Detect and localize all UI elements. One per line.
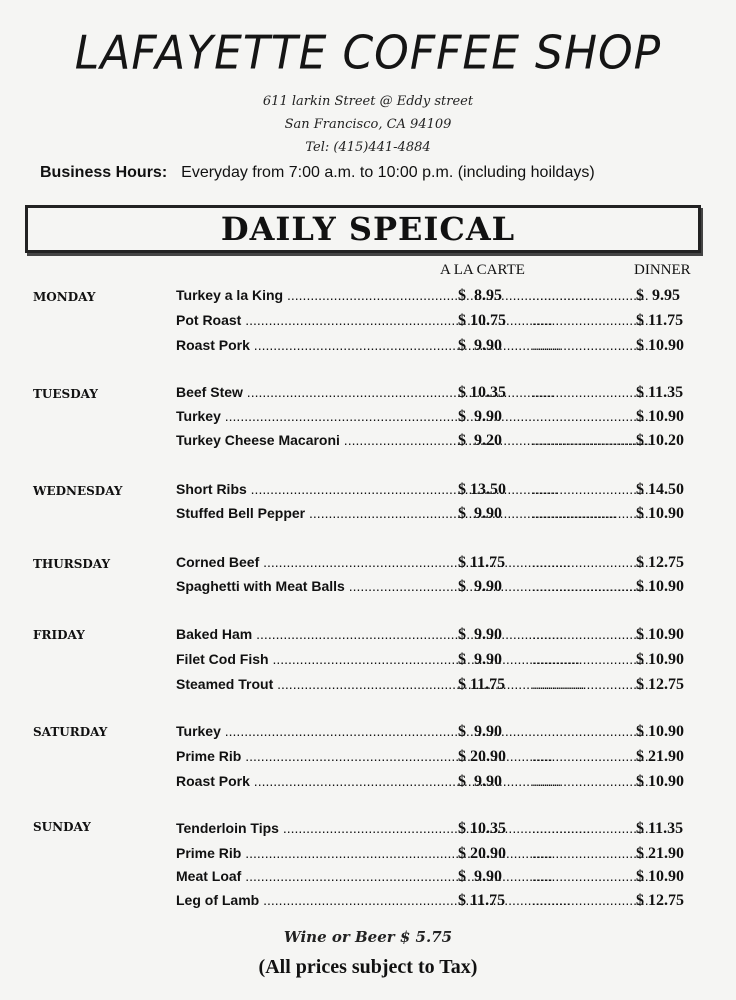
dish-name: Beef Stew .....: [176, 384, 446, 400]
alacarte-price: $ 11.75: [458, 892, 506, 909]
menu-row: [176, 748, 706, 768]
dish-name: Tenderloin Tips .....: [176, 820, 446, 836]
menu-row: [176, 337, 706, 357]
alacarte-price: $ 20.90: [458, 748, 506, 765]
menu-row: [176, 845, 706, 865]
address-line-2: San Francisco, CA 94109: [284, 117, 452, 132]
alacarte-price: $ 8.95: [458, 287, 502, 304]
shop-title: LAFAYETTE COFFEE SHOP: [74, 26, 662, 81]
dinner-price: $ 12.75: [636, 554, 684, 571]
dinner-price: $ 11.35: [636, 820, 684, 837]
day-sunday: SUNDAY: [33, 820, 91, 834]
alacarte-price: $ 10.35: [458, 820, 506, 837]
dinner-price: $ 10.90: [636, 505, 684, 522]
phone-line: Tel: (415)441-4884: [305, 140, 431, 155]
business-hours: [40, 164, 700, 182]
dinner-price: $ 21.90: [636, 748, 684, 765]
dinner-price: $ 9.95: [636, 287, 680, 304]
dish-name: Turkey .....: [176, 723, 446, 739]
dish-name: Baked Ham .....: [176, 626, 446, 642]
dinner-price: $ 10.90: [636, 626, 684, 643]
dinner-price: $ 12.75: [636, 676, 684, 693]
dinner-price: $ 14.50: [636, 481, 684, 498]
dish-name: Leg of Lamb .....: [176, 892, 446, 908]
dish-name: Pot Roast .....: [176, 312, 446, 328]
alacarte-price: $ 20.90: [458, 845, 506, 862]
menu-row: [176, 868, 706, 888]
menu-row: [176, 626, 706, 646]
alacarte-price: $ 13.50: [458, 481, 506, 498]
alacarte-price: $ 9.90: [458, 868, 502, 885]
dinner-price: $ 10.90: [636, 651, 684, 668]
price-leader: ..............................: [532, 505, 649, 521]
price-leader: ..............................: [532, 626, 649, 642]
price-leader: ..............................: [532, 892, 649, 908]
price-leader: ..............................: [532, 748, 649, 764]
price-leader: ..............................: [532, 773, 649, 789]
menu-row: [176, 408, 706, 428]
alacarte-price: $ 9.20: [458, 432, 502, 449]
menu-row: [176, 287, 706, 307]
price-leader: ..............................: [532, 554, 649, 570]
menu-row: [176, 432, 706, 452]
dinner-price: $ 10.90: [636, 408, 684, 425]
alacarte-price: $ 9.90: [458, 651, 502, 668]
price-leader: ..............................: [532, 651, 649, 667]
menu-row: [176, 892, 706, 912]
dish-name: Prime Rib .....: [176, 748, 446, 764]
dinner-price: $ 11.35: [636, 384, 684, 401]
alacarte-price: $ 9.90: [458, 505, 502, 522]
dinner-price: $ 10.90: [636, 773, 684, 790]
price-leader: ..............................: [532, 408, 649, 424]
hours-text: Everyday from 7:00 a.m. to 10:00 p.m. (including hoildays): [181, 164, 595, 181]
dinner-price: $ 10.90: [636, 723, 684, 740]
menu-row: [176, 384, 706, 404]
price-leader: ..............................: [532, 676, 649, 692]
alacarte-price: $ 9.90: [458, 408, 502, 425]
dish-name: Roast Pork .....: [176, 773, 446, 789]
dish-name: Steamed Trout .....: [176, 676, 446, 692]
dish-name: Roast Pork .....: [176, 337, 446, 353]
dish-name: Corned Beef .....: [176, 554, 446, 570]
price-leader: ..............................: [532, 481, 649, 497]
dish-name: Turkey Cheese Macaroni .....: [176, 432, 446, 448]
col-header-dinner: DINNER: [634, 262, 691, 278]
menu-row: [176, 312, 706, 332]
dinner-price: $ 10.20: [636, 432, 684, 449]
price-leader: ..............................: [532, 312, 649, 328]
dish-name: Spaghetti with Meat Balls .....: [176, 578, 446, 594]
price-leader: ..............................: [532, 868, 649, 884]
dish-name: Prime Rib .....: [176, 845, 446, 861]
price-leader: ..............................: [532, 820, 649, 836]
alacarte-price: $ 9.90: [458, 578, 502, 595]
alacarte-price: $ 11.75: [458, 554, 506, 571]
tax-note: (All prices subject to Tax): [258, 956, 478, 978]
menu-row: [176, 578, 706, 598]
dish-name: Turkey a la King .....: [176, 287, 446, 303]
day-tuesday: TUESDAY: [33, 387, 98, 401]
dinner-price: $ 10.90: [636, 868, 684, 885]
price-leader: ..............................: [532, 578, 649, 594]
dinner-price: $ 12.75: [636, 892, 684, 909]
alacarte-price: $ 10.75: [458, 312, 506, 329]
price-leader: ..............................: [532, 337, 649, 353]
dish-name: Short Ribs .....: [176, 481, 446, 497]
menu-row: [176, 505, 706, 525]
dish-name: Meat Loaf .....: [176, 868, 446, 884]
menu-row: [176, 651, 706, 671]
menu-row: [176, 481, 706, 501]
day-thursday: THURSDAY: [33, 557, 111, 571]
day-saturday: SATURDAY: [33, 725, 108, 739]
alacarte-price: $ 9.90: [458, 723, 502, 740]
daily-special-banner: DAILY SPEICAL: [220, 210, 516, 248]
dinner-price: $ 10.90: [636, 337, 684, 354]
menu-row: [176, 723, 706, 743]
price-leader: ..............................: [532, 845, 649, 861]
dinner-price: $ 21.90: [636, 845, 684, 862]
alacarte-price: $ 10.35: [458, 384, 506, 401]
price-leader: ..............................: [532, 432, 649, 448]
dish-name: Turkey .....: [176, 408, 446, 424]
menu-row: [176, 676, 706, 696]
col-header-alacarte: A LA CARTE: [440, 262, 525, 278]
alacarte-price: $ 9.90: [458, 337, 502, 354]
price-leader: ..............................: [532, 723, 649, 739]
alacarte-price: $ 11.75: [458, 676, 506, 693]
menu-row: [176, 820, 706, 840]
menu-row: [176, 554, 706, 574]
alacarte-price: $ 9.90: [458, 626, 502, 643]
menu-row: [176, 773, 706, 793]
dinner-price: $ 11.75: [636, 312, 684, 329]
alacarte-price: $ 9.90: [458, 773, 502, 790]
wine-beer-note: Wine or Beer $ 5.75: [283, 928, 453, 946]
dish-name: Stuffed Bell Pepper .....: [176, 505, 446, 521]
dish-name: Filet Cod Fish .....: [176, 651, 446, 667]
price-leader: ..............................: [532, 287, 649, 303]
address-line-1: 611 larkin Street @ Eddy street: [262, 94, 474, 109]
hours-label: Business Hours:: [40, 164, 168, 181]
day-friday: FRIDAY: [33, 628, 85, 642]
day-wednesday: WEDNESDAY: [33, 484, 123, 498]
dinner-price: $ 10.90: [636, 578, 684, 595]
day-monday: MONDAY: [33, 290, 96, 304]
price-leader: ..............................: [532, 384, 649, 400]
